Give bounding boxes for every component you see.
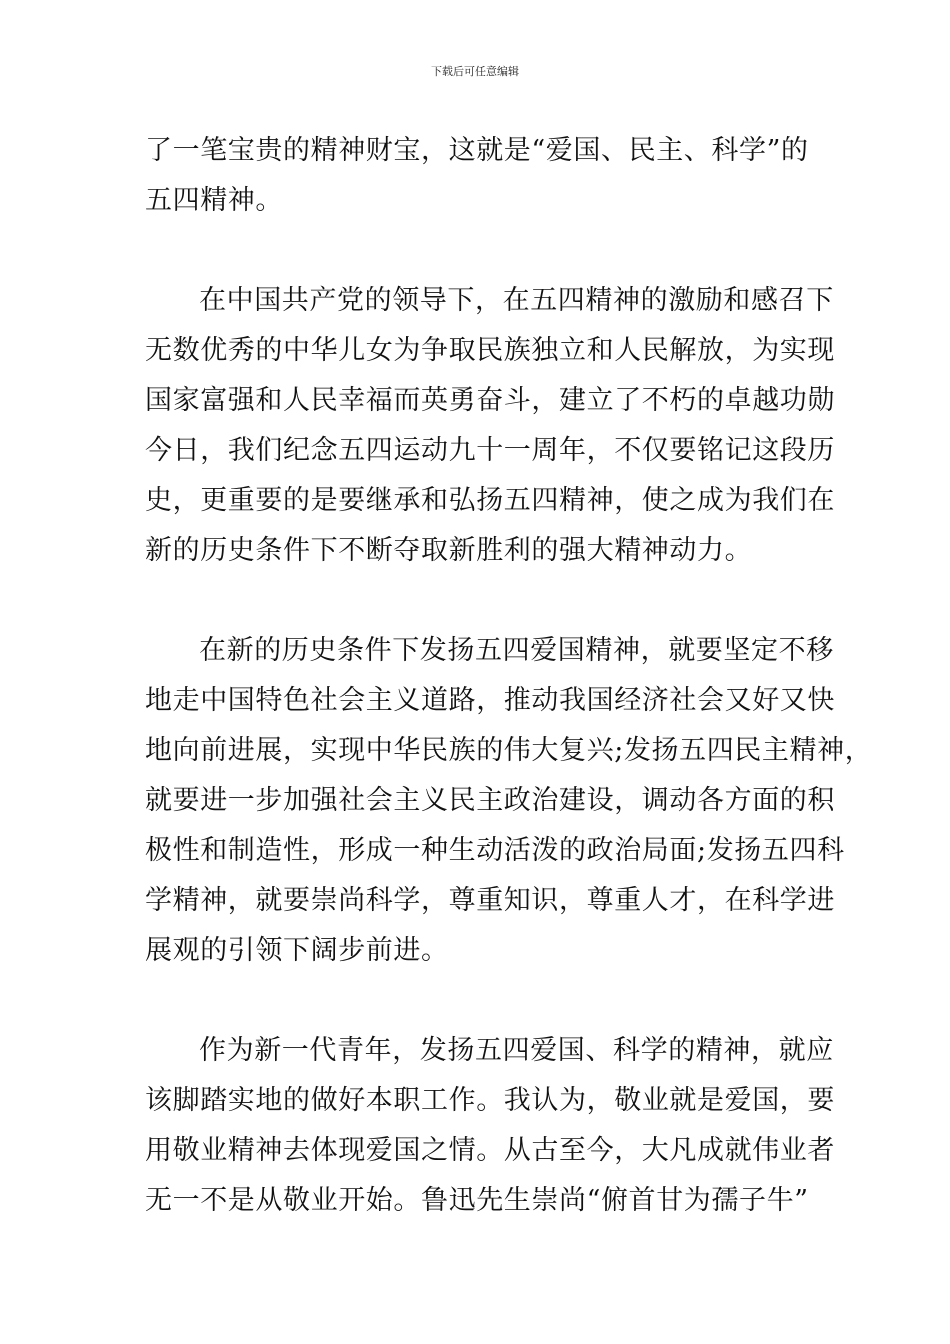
paragraph-4-line-4: 无一不是从敬业开始。鲁迅先生崇尚“俯首甘为孺子牛”: [145, 1185, 809, 1216]
paragraph-3-line-6: 学精神，就要崇尚科学，尊重知识，尊重人才，在科学进: [145, 885, 835, 916]
paragraph-2-line-5: 史，更重要的是要继承和弘扬五四精神，使之成为我们在: [145, 485, 835, 516]
paragraph-2-line-6: 新的历史条件下不断夺取新胜利的强大精神动力。: [145, 535, 753, 566]
paragraph-4-line-3: 用敬业精神去体现爱国之情。从古至今，大凡成就伟业者: [145, 1135, 835, 1166]
paragraph-3-line-3: 地向前进展，实现中华民族的伟大复兴;发扬五四民主精神，: [145, 735, 873, 766]
paragraph-3-line-1: 在新的历史条件下发扬五四爱国精神，就要坚定不移: [199, 635, 834, 666]
paragraph-3-line-4: 就要进一步加强社会主义民主政治建设，调动各方面的积: [145, 785, 835, 816]
paragraph-2-line-1: 在中国共产党的领导下，在五四精神的激励和感召下: [199, 285, 834, 316]
paragraph-2-line-3: 国家富强和人民幸福而英勇奋斗，建立了不朽的卓越功勋: [145, 385, 835, 416]
document-body: [145, 126, 873, 1226]
paragraph-1-line-1: 了一笔宝贵的精神财宝，这就是“爱国、民主、科学”的: [145, 135, 809, 166]
paragraph-2-line-4: 今日，我们纪念五四运动九十一周年，不仅要铭记这段历: [145, 435, 835, 466]
paragraph-4-line-2: 该脚踏实地的做好本职工作。我认为，敬业就是爱国，要: [145, 1085, 835, 1116]
paragraph-gap: [145, 226, 815, 276]
paragraph-4-line-1: 作为新一代青年，发扬五四爱国、科学的精神，就应: [199, 1035, 834, 1066]
paragraph-1-line-2: 五四精神。: [145, 185, 283, 216]
paragraph-gap: [145, 576, 815, 626]
paragraph-gap: [145, 976, 815, 1026]
paragraph-3-line-7: 展观的引领下阔步前进。: [145, 935, 449, 966]
paragraph-3-line-5: 极性和制造性，形成一种生动活泼的政治局面;发扬五四科: [145, 835, 845, 866]
paragraph-3-line-2: 地走中国特色社会主义道路，推动我国经济社会又好又快: [145, 685, 835, 716]
paragraph-2-line-2: 无数优秀的中华儿女为争取民族独立和人民解放，为实现: [145, 335, 835, 366]
page-header: 下载后可任意编辑: [431, 65, 519, 78]
